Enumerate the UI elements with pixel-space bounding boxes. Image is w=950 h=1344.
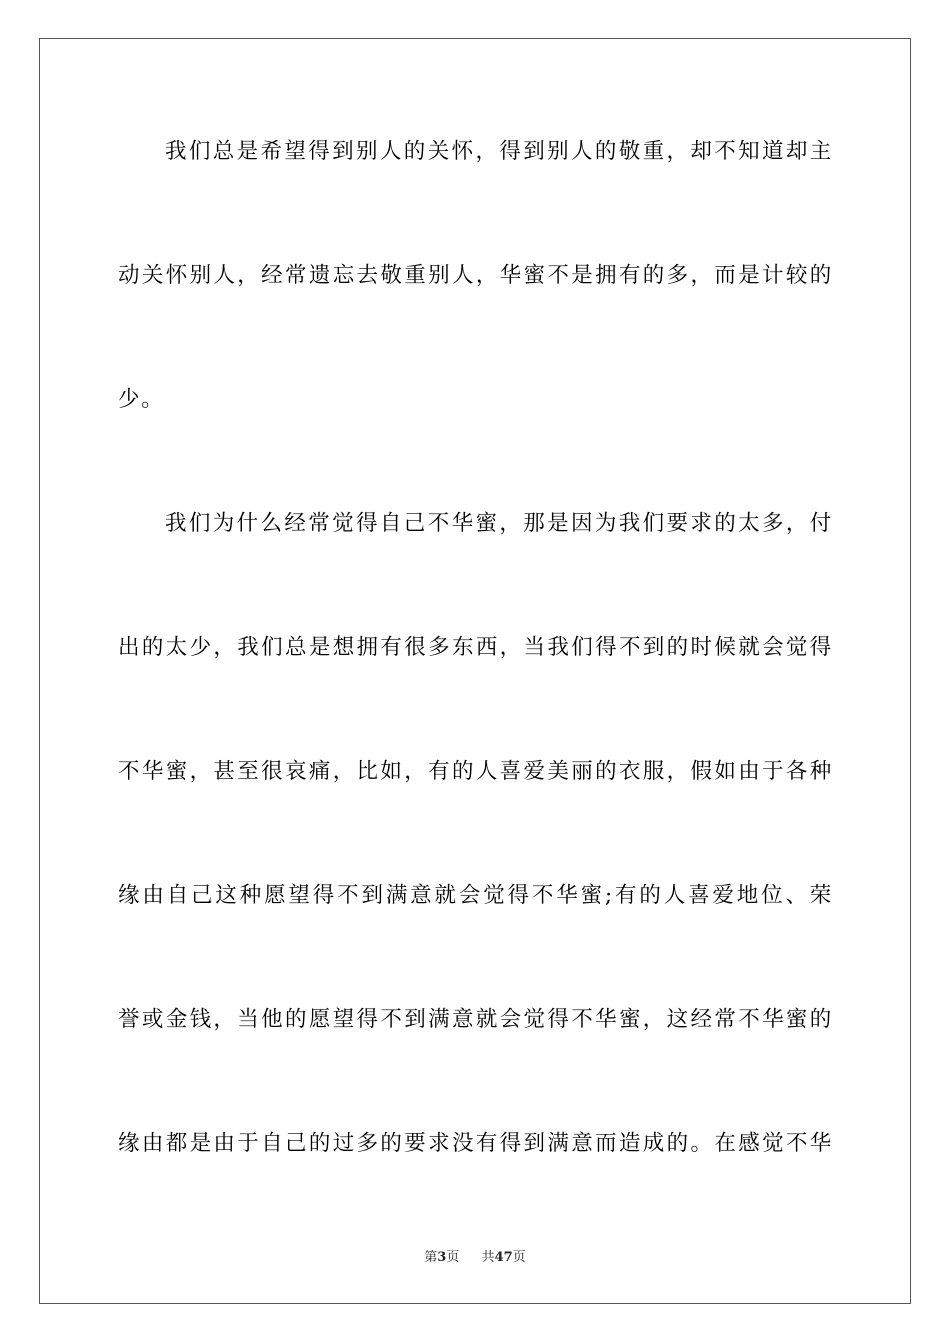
page-number: 3 [437, 1250, 447, 1265]
total-suffix: 页 [512, 1250, 526, 1265]
page-footer [0, 1246, 950, 1265]
text-line: 不华蜜，甚至很哀痛，比如，有的人喜爱美丽的衣服，假如由于各种 [118, 759, 833, 784]
text-line: 誉或金钱，当他的愿望得不到满意就会觉得不华蜜，这经常不华蜜的 [118, 1007, 833, 1032]
page-border [39, 38, 911, 1304]
text-line: 缘由自己这种愿望得不到满意就会觉得不华蜜;有的人喜爱地位、荣 [118, 883, 833, 908]
text-line: 我们总是希望得到别人的关怀，得到别人的敬重，却不知道却主 [165, 139, 833, 164]
text-line: 少。 [118, 387, 165, 412]
page-prefix: 第 [424, 1250, 438, 1265]
text-line: 我们为什么经常觉得自己不华蜜，那是因为我们要求的太多，付 [165, 511, 833, 536]
text-line: 动关怀别人，经常遗忘去敬重别人，华蜜不是拥有的多，而是计较的 [118, 263, 833, 288]
text-line: 出的太少，我们总是想拥有很多东西，当我们得不到的时候就会觉得 [118, 635, 833, 660]
total-prefix: 共 [481, 1250, 495, 1265]
total-pages: 47 [494, 1250, 513, 1265]
text-line: 缘由都是由于自己的过多的要求没有得到满意而造成的。在感觉不华 [118, 1131, 833, 1156]
page-suffix: 页 [446, 1250, 460, 1265]
